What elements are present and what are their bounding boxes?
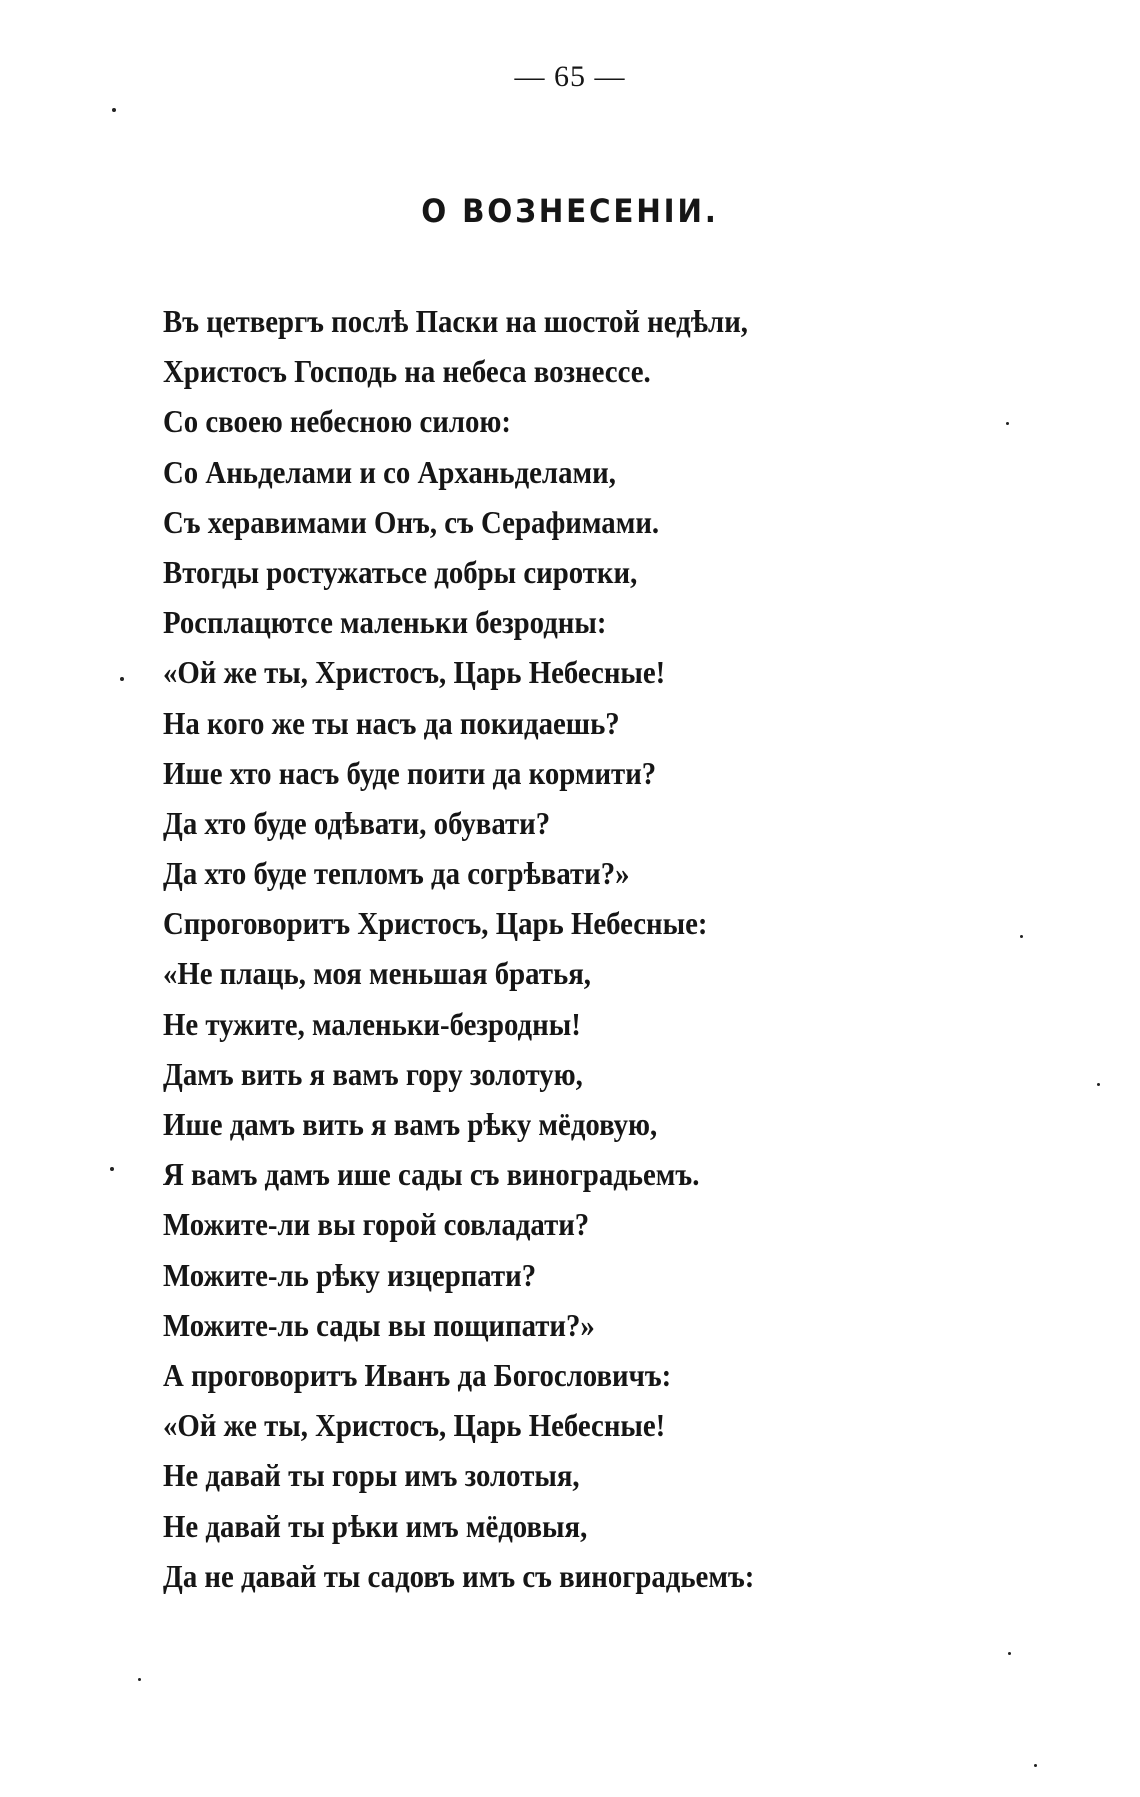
scan-speck bbox=[1006, 422, 1009, 425]
scan-speck bbox=[1034, 1764, 1037, 1767]
verse-line: Росплацютсе маленьки безродны: bbox=[163, 604, 607, 641]
scan-speck bbox=[110, 1167, 114, 1171]
verse-line: «Ой же ты, Христосъ, Царь Небесные! bbox=[163, 654, 666, 691]
verse-line: Христосъ Господь на небеса вознессе. bbox=[163, 353, 651, 390]
verse-line: Спроговоритъ Христосъ, Царь Небесные: bbox=[163, 905, 708, 942]
verse-line: Я вамъ дамъ ише сады съ виноградьемъ. bbox=[163, 1156, 700, 1193]
verse-line: Можите-ль рѣку изцерпати? bbox=[163, 1256, 537, 1293]
verse-line: Ише дамъ вить я вамъ рѣку мёдовую, bbox=[163, 1106, 658, 1142]
verse-line: Можите-ли вы горой совладати? bbox=[163, 1206, 590, 1243]
verse-line: Не давай ты рѣки имъ мёдовыя, bbox=[163, 1507, 588, 1544]
verse-line: Ише хто насъ буде поити да кормити? bbox=[163, 754, 657, 791]
scan-speck bbox=[120, 677, 124, 681]
verse-line: Не тужите, маленьки-безродны! bbox=[163, 1005, 581, 1042]
scan-speck bbox=[112, 108, 116, 112]
verse-line: Втогды ростужатьсе добры сиротки, bbox=[163, 553, 638, 590]
page-title: О ВОЗНЕСЕНІИ. bbox=[421, 192, 719, 230]
verse-line: А проговоритъ Иванъ да Богословичъ: bbox=[163, 1356, 672, 1393]
verse-line: «Ой же ты, Христосъ, Царь Небесные! bbox=[163, 1407, 666, 1444]
verse-line: Да хто буде одѣвати, обувати? bbox=[163, 804, 551, 841]
verse-line: «Не плаць, моя меньшая братья, bbox=[163, 955, 591, 992]
scan-speck bbox=[138, 1678, 141, 1681]
verse-line: На кого же ты насъ да покидаешь? bbox=[163, 704, 620, 741]
verse-line: Со Аньделами и со Арханьделами, bbox=[163, 453, 616, 490]
poem-text bbox=[163, 296, 1063, 1601]
verse-line: Дамъ вить я вамъ гору золотую, bbox=[163, 1055, 583, 1092]
scan-speck bbox=[1008, 1652, 1011, 1655]
scan-speck bbox=[1020, 935, 1023, 938]
verse-line: Не давай ты горы имъ золотыя, bbox=[163, 1457, 580, 1494]
verse-line: Въ цетвергъ послѣ Паски на шостой недѣли, bbox=[163, 303, 748, 339]
verse-line: Съ херавимами Онъ, съ Серафимами. bbox=[163, 503, 660, 540]
verse-line: Можите-ль сады вы пощипати?» bbox=[163, 1306, 595, 1343]
scan-speck bbox=[1097, 1083, 1100, 1086]
verse-line: Со своею небесною силою: bbox=[163, 403, 511, 440]
verse-line: Да не давай ты садовъ имъ съ виноградьемъ: bbox=[163, 1557, 755, 1594]
verse-line: Да хто буде тепломъ да согрѣвати?» bbox=[163, 855, 630, 892]
page-number: — 65 — bbox=[514, 60, 626, 93]
